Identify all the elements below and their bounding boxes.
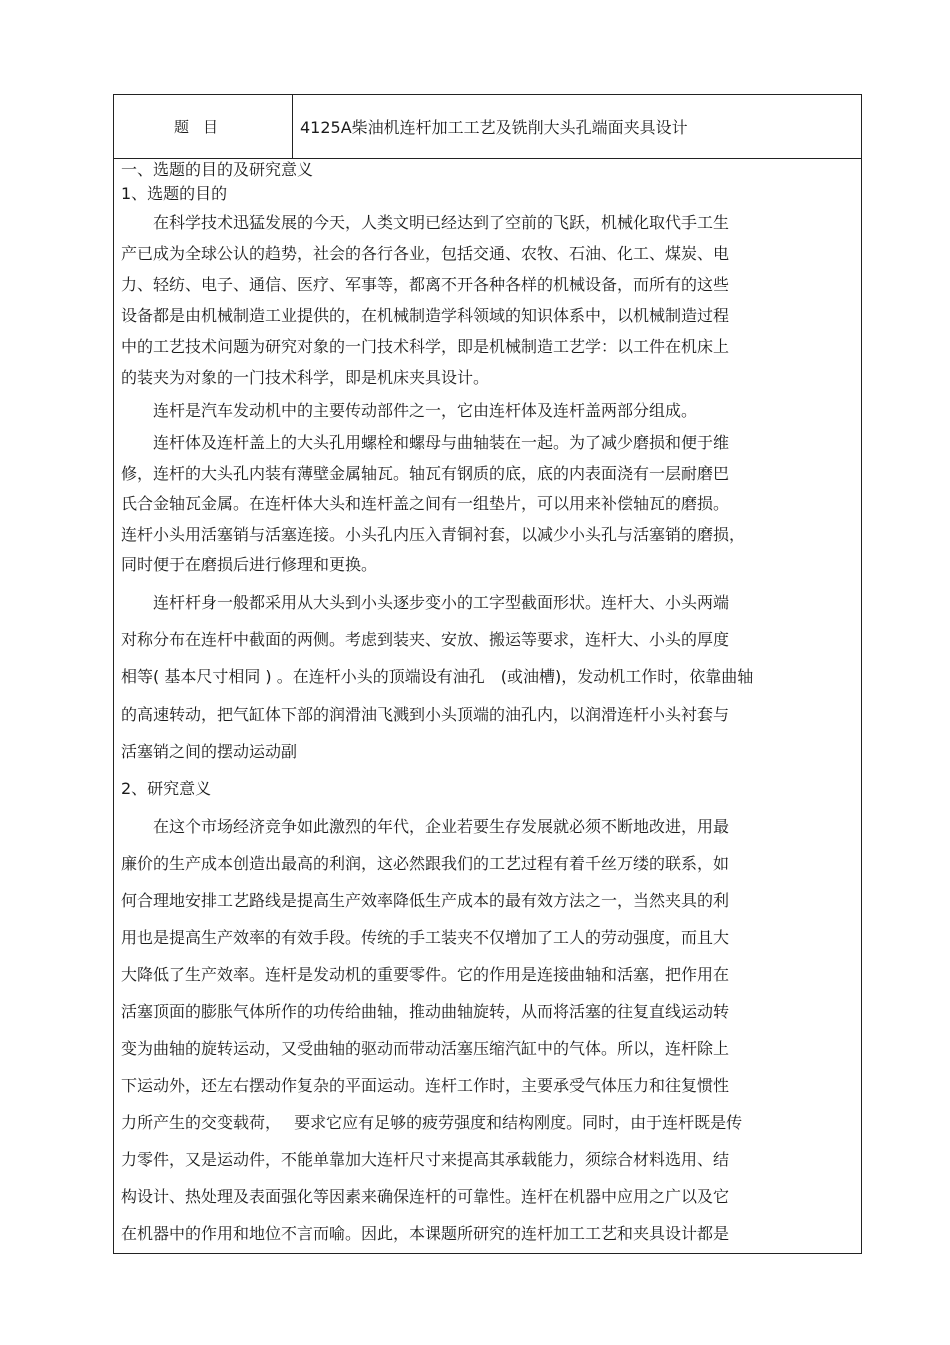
text-line: 在机器中的作用和地位不言而喻。因此，本课题所研究的连杆加工工艺和夹具设计都是 [121,1224,730,1243]
text-line: 一、选题的目的及研究意义 [121,160,314,179]
text-line: 连杆小头用活塞销与活塞连接。小头孔内压入青铜衬套，以减少小头孔与活塞销的磨损， [121,525,746,544]
text-line: 的装夹为对象的一门技术科学，即是机床夹具设计。 [121,368,490,387]
text-line: 何合理地安排工艺路线是提高生产效率降低生产成本的最有效方法之一，当然夹具的利 [121,891,730,910]
text-line: 连杆体及连杆盖上的大头孔用螺栓和螺母与曲轴装在一起。为了减少磨损和便于维 [121,433,730,452]
text-line: 廉价的生产成本创造出最高的利润，这必然跟我们的工艺过程有着千丝万缕的联系，如 [121,854,730,873]
text-line: 活塞顶面的膨胀气体所作的功传给曲轴，推动曲轴旋转，从而将活塞的往复直线运动转 [121,1002,730,1021]
text-line: 大降低了生产效率。连杆是发动机的重要零件。它的作用是连接曲轴和活塞，把作用在 [121,965,730,984]
text-line: 构设计、热处理及表面强化等因素来确保连杆的可靠性。连杆在机器中应用之广以及它 [121,1187,730,1206]
text-line: 力、轻纺、电子、通信、医疗、军事等，都离不开各种各样的机械设备，而所有的这些 [121,275,730,294]
text-line: 力所产生的交变载荷， 要求它应有足够的疲劳强度和结构刚度。同时，由于连杆既是传 [121,1113,743,1132]
form-table [113,94,862,1254]
text-line: 氏合金轴瓦金属。在连杆体大头和连杆盖之间有一组垫片，可以用来补偿轴瓦的磨损。 [121,494,730,513]
text-line: 产已成为全球公认的趋势，社会的各行各业，包括交通、农牧、石油、化工、煤炭、电 [121,244,730,263]
text-line: 下运动外，还左右摆动作复杂的平面运动。连杆工作时，主要承受气体压力和往复惯性 [121,1076,730,1095]
title-row [114,95,861,159]
text-line: 同时便于在磨损后进行修理和更换。 [121,555,378,574]
text-line: 力零件，又是运动件，不能单靠加大连杆尺寸来提高其承载能力，须综合材料选用、结 [121,1150,730,1169]
text-line: 对称分布在连杆中截面的两侧。考虑到装夹、安放、搬运等要求，连杆大、小头的厚度 [121,630,730,649]
text-line: 变为曲轴的旋转运动，又受曲轴的驱动而带动活塞压缩汽缸中的气体。所以，连杆除上 [121,1039,730,1058]
title-label: 题目 [114,95,293,158]
text-line: 连杆是汽车发动机中的主要传动部件之一，它由连杆体及连杆盖两部分组成。 [121,401,698,420]
text-line: 活塞销之间的摆动运动副 [121,742,298,761]
text-line: 在这个市场经济竞争如此激烈的年代，企业若要生存发展就必须不断地改进，用最 [121,817,730,836]
text-line: 1、选题的目的 [121,184,228,203]
text-line: 的高速转动，把气缸体下部的润滑油飞溅到小头顶端的油孔内，以润滑连杆小头衬套与 [121,705,730,724]
text-line: 设备都是由机械制造工业提供的，在机械制造学科领域的知识体系中，以机械制造过程 [121,306,730,325]
text-line: 中的工艺技术问题为研究对象的一门技术科学，即是机械制造工艺学：以工件在机床上 [121,337,730,356]
text-line: 2、研究意义 [121,779,212,798]
text-line: 连杆杆身一般都采用从大头到小头逐步变小的工字型截面形状。连杆大、小头两端 [121,593,730,612]
text-line: 在科学技术迅猛发展的今天，人类文明已经达到了空前的飞跃，机械化取代手工生 [121,213,730,232]
thesis-title: 4125A柴油机连杆加工工艺及铣削大头孔端面夹具设计 [300,118,688,137]
text-line: 用也是提高生产效率的有效手段。传统的手工装夹不仅增加了工人的劳动强度，而且大 [121,928,730,947]
text-line: 相等( 基本尺寸相同 ) 。在连杆小头的顶端设有油孔 (或油槽)，发动机工作时，依靠曲轴 [121,667,754,686]
text-line: 修，连杆的大头孔内装有薄壁金属轴瓦。轴瓦有钢质的底，底的内表面浇有一层耐磨巴 [121,464,730,483]
